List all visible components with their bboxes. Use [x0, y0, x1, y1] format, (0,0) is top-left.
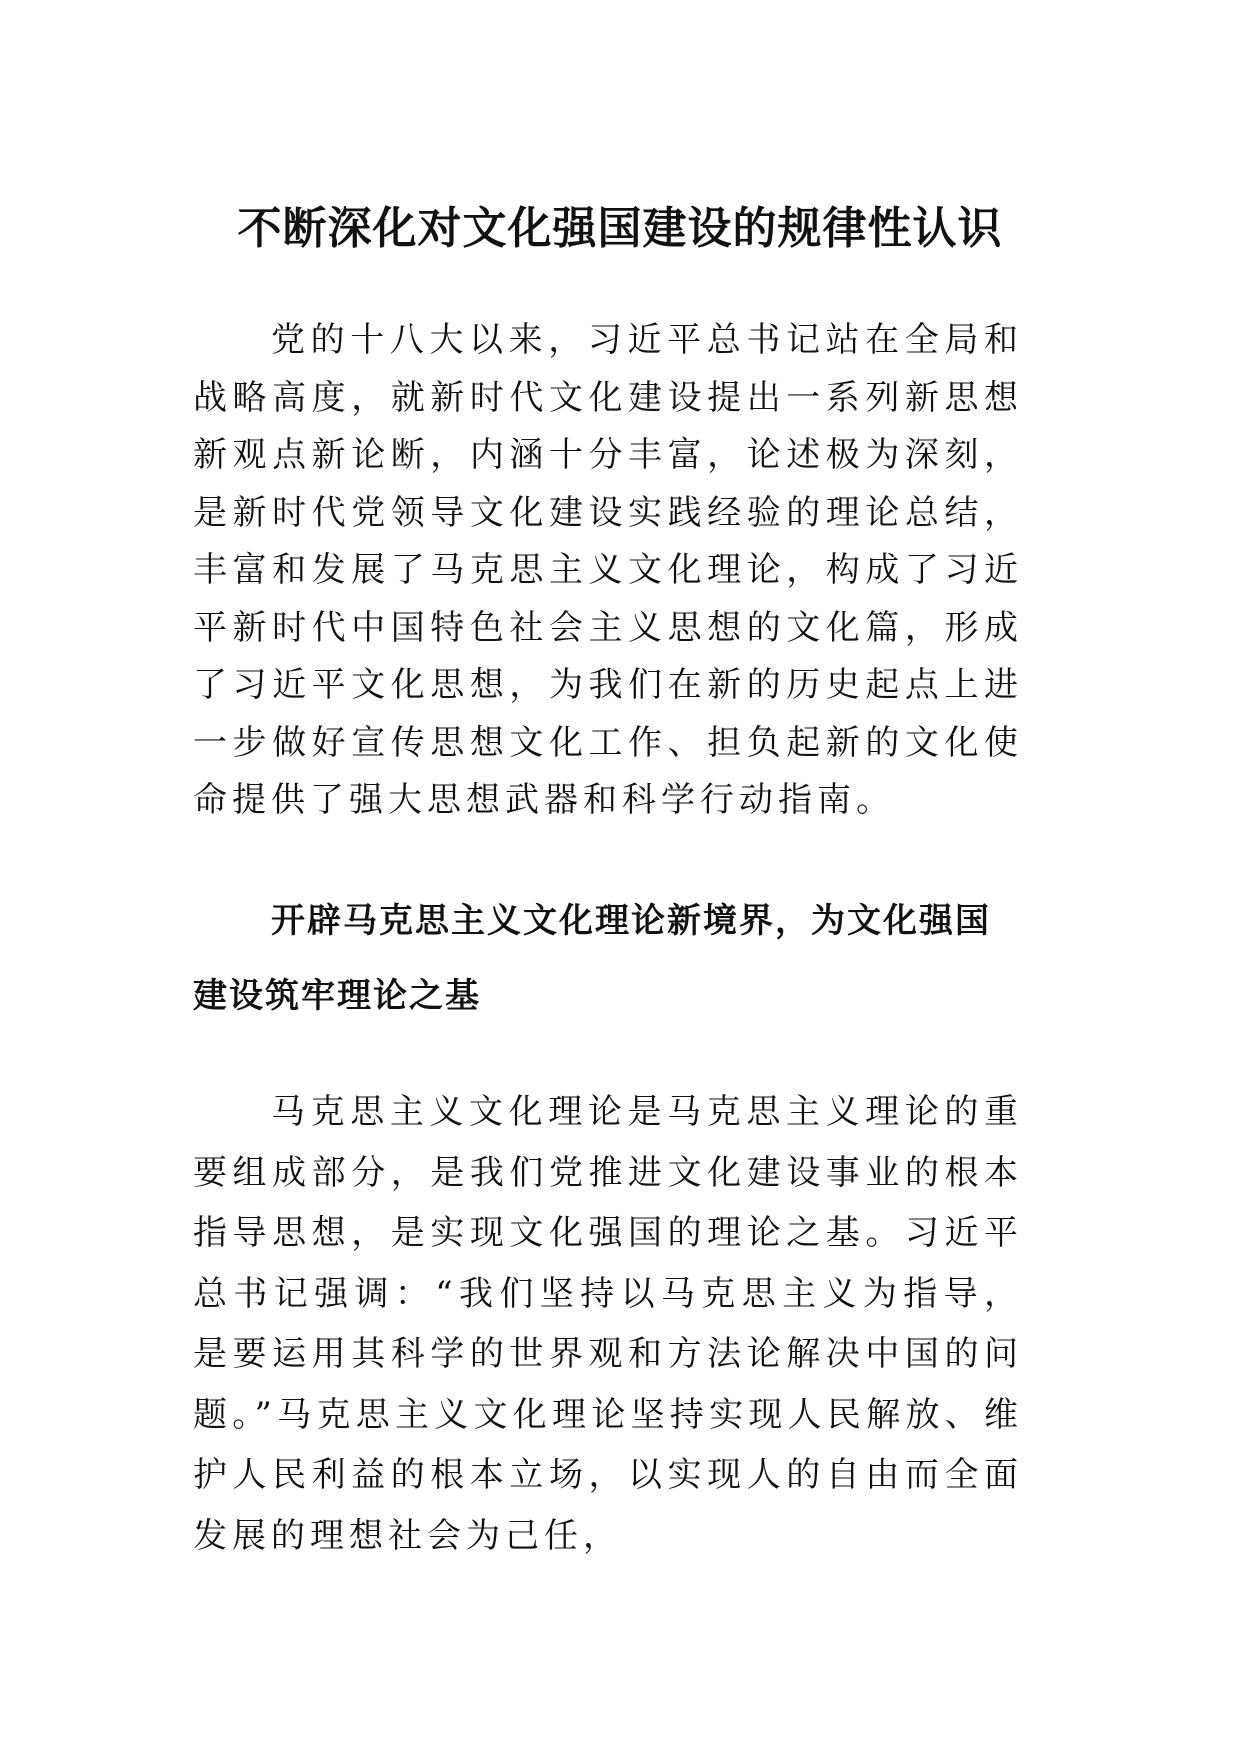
- section-heading: 开辟马克思主义文化理论新境界，为文化强国建设筑牢理论之基: [193, 901, 991, 1016]
- document-title: 不断深化对文化强国建设的规律性认识: [237, 203, 1003, 255]
- body-paragraph: 马克思主义文化理论是马克思主义理论的重要组成部分，是我们党推进文化建设事业的根本指导思想，是实现文化强国的理论之基。习近平总书记强调：“我们坚持以马克思主义为指导，是要运用其科学的世界观和方法论解决中国的问题。”马克思主义文化理论坚持实现人民解放、维护人民利益的根本立场，以实现人的自由而全面发展的理想社会为己任，: [193, 1092, 1023, 1556]
- intro-paragraph: 党的十八大以来，习近平总书记站在全局和战略高度，就新时代文化建设提出一系列新思想新观点新论断，内涵十分丰富，论述极为深刻，是新时代党领导文化建设实践经验的理论总结，丰富和发展了马克思主义文化理论，构成了习近平新时代中国特色社会主义思想的文化篇，形成了习近平文化思想，为我们在新的历史起点上进一步做好宣传思想文化工作、担负起新的文化使命提供了强大思想武器和科学行动指南。: [193, 320, 1023, 820]
